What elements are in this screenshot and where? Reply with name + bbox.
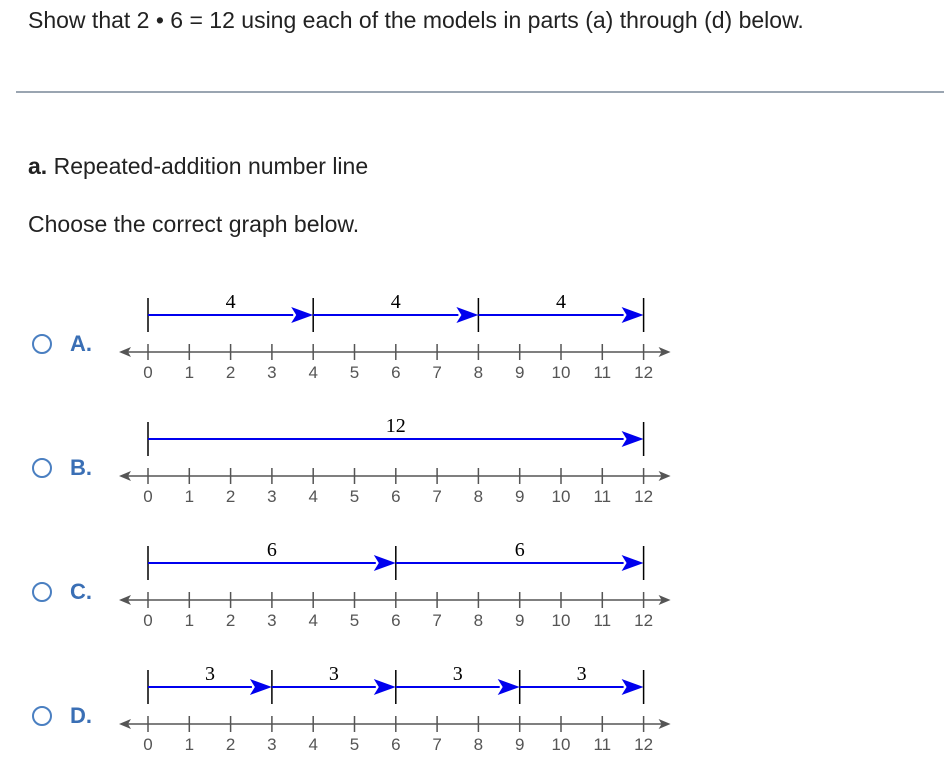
tick-label: 9: [514, 735, 525, 754]
jump-label: 6: [266, 539, 277, 561]
jump-label: 3: [328, 663, 339, 685]
tick-label: 5: [349, 487, 360, 506]
tick-label: 11: [593, 363, 612, 382]
tick-label: 1: [184, 363, 195, 382]
jump-arrowhead-icon: [622, 307, 644, 323]
tick-label: 10: [551, 487, 571, 506]
option-b-radio[interactable]: [32, 458, 52, 478]
tick-label: 5: [349, 611, 360, 630]
jump-label: 3: [452, 663, 463, 685]
tick-label: 2: [225, 611, 236, 630]
tick-label: 0: [143, 735, 153, 754]
tick-label: 6: [391, 363, 401, 382]
option-b-number-line: [110, 404, 690, 514]
option-d-radio[interactable]: [32, 706, 52, 726]
tick-label: 12: [634, 363, 654, 382]
tick-label: 7: [432, 363, 442, 382]
part-title-text: Repeated-addition number line: [53, 153, 369, 179]
tick-label: 7: [432, 611, 442, 630]
option-c-number-line: [110, 528, 690, 638]
jump-label: 3: [576, 663, 587, 685]
jump-label: 4: [225, 291, 236, 313]
tick-label: 10: [551, 611, 571, 630]
tick-label: 12: [634, 735, 654, 754]
jump-label: 3: [204, 663, 215, 685]
tick-label: 8: [473, 487, 484, 506]
jump-arrowhead-icon: [498, 679, 520, 695]
tick-label: 4: [308, 363, 318, 382]
tick-label: 12: [634, 487, 654, 506]
tick-label: 4: [308, 611, 318, 630]
tick-label: 12: [634, 611, 654, 630]
tick-label: 3: [267, 487, 277, 506]
tick-label: 6: [391, 611, 401, 630]
jump-arrowhead-icon: [456, 307, 478, 323]
option-b-label[interactable]: B.: [70, 455, 92, 480]
tick-label: 7: [432, 487, 442, 506]
tick-label: 8: [473, 735, 484, 754]
tick-label: 11: [593, 735, 612, 754]
option-a[interactable]: [0, 280, 944, 390]
jump-label: 4: [390, 291, 401, 313]
tick-label: 5: [349, 363, 360, 382]
tick-label: 6: [391, 735, 401, 754]
tick-label: 0: [143, 363, 153, 382]
jump-label: 6: [514, 539, 525, 561]
tick-label: 1: [184, 611, 195, 630]
tick-label: 6: [391, 487, 401, 506]
question-text: Show that 2 • 6 = 12 using each of the models in parts (a) through (d) below.: [28, 7, 804, 33]
tick-label: 1: [184, 487, 195, 506]
jump-arrowhead-icon: [622, 679, 644, 695]
option-a-radio[interactable]: [32, 334, 52, 354]
tick-label: 3: [267, 611, 277, 630]
option-a-label[interactable]: A.: [70, 331, 92, 356]
part-letter: a.: [28, 153, 48, 179]
tick-label: 8: [473, 611, 484, 630]
tick-label: 2: [225, 487, 236, 506]
jump-arrowhead-icon: [250, 679, 272, 695]
jump-label: 12: [385, 415, 406, 437]
tick-label: 3: [267, 363, 277, 382]
divider: [16, 91, 944, 93]
jump-arrowhead-icon: [374, 679, 396, 695]
jump-arrowhead-icon: [374, 555, 396, 571]
tick-label: 9: [514, 363, 525, 382]
part-a-title: [28, 152, 368, 180]
tick-label: 11: [593, 611, 612, 630]
tick-label: 1: [184, 735, 195, 754]
option-d-number-line: [110, 652, 690, 762]
tick-label: 4: [308, 487, 318, 506]
jump-arrowhead-icon: [622, 431, 644, 447]
option-c-radio[interactable]: [32, 582, 52, 602]
option-d[interactable]: [0, 652, 944, 762]
tick-label: 2: [225, 735, 236, 754]
tick-label: 0: [143, 611, 153, 630]
jump-arrowhead-icon: [622, 555, 644, 571]
tick-label: 9: [514, 611, 525, 630]
jump-label: 4: [556, 291, 566, 313]
option-d-label[interactable]: D.: [70, 703, 92, 728]
tick-label: 8: [473, 363, 484, 382]
option-c-label[interactable]: C.: [70, 579, 92, 604]
option-b[interactable]: [0, 404, 944, 514]
tick-label: 5: [349, 735, 360, 754]
tick-label: 2: [225, 363, 236, 382]
tick-label: 4: [308, 735, 318, 754]
tick-label: 7: [432, 735, 442, 754]
tick-label: 11: [593, 487, 612, 506]
tick-label: 0: [143, 487, 153, 506]
option-c[interactable]: [0, 528, 944, 638]
instruction-text: Choose the correct graph below.: [28, 211, 360, 237]
option-a-number-line: [110, 280, 690, 390]
tick-label: 10: [551, 363, 571, 382]
tick-label: 9: [514, 487, 525, 506]
jump-arrowhead-icon: [291, 307, 313, 323]
tick-label: 10: [551, 735, 571, 754]
tick-label: 3: [267, 735, 277, 754]
